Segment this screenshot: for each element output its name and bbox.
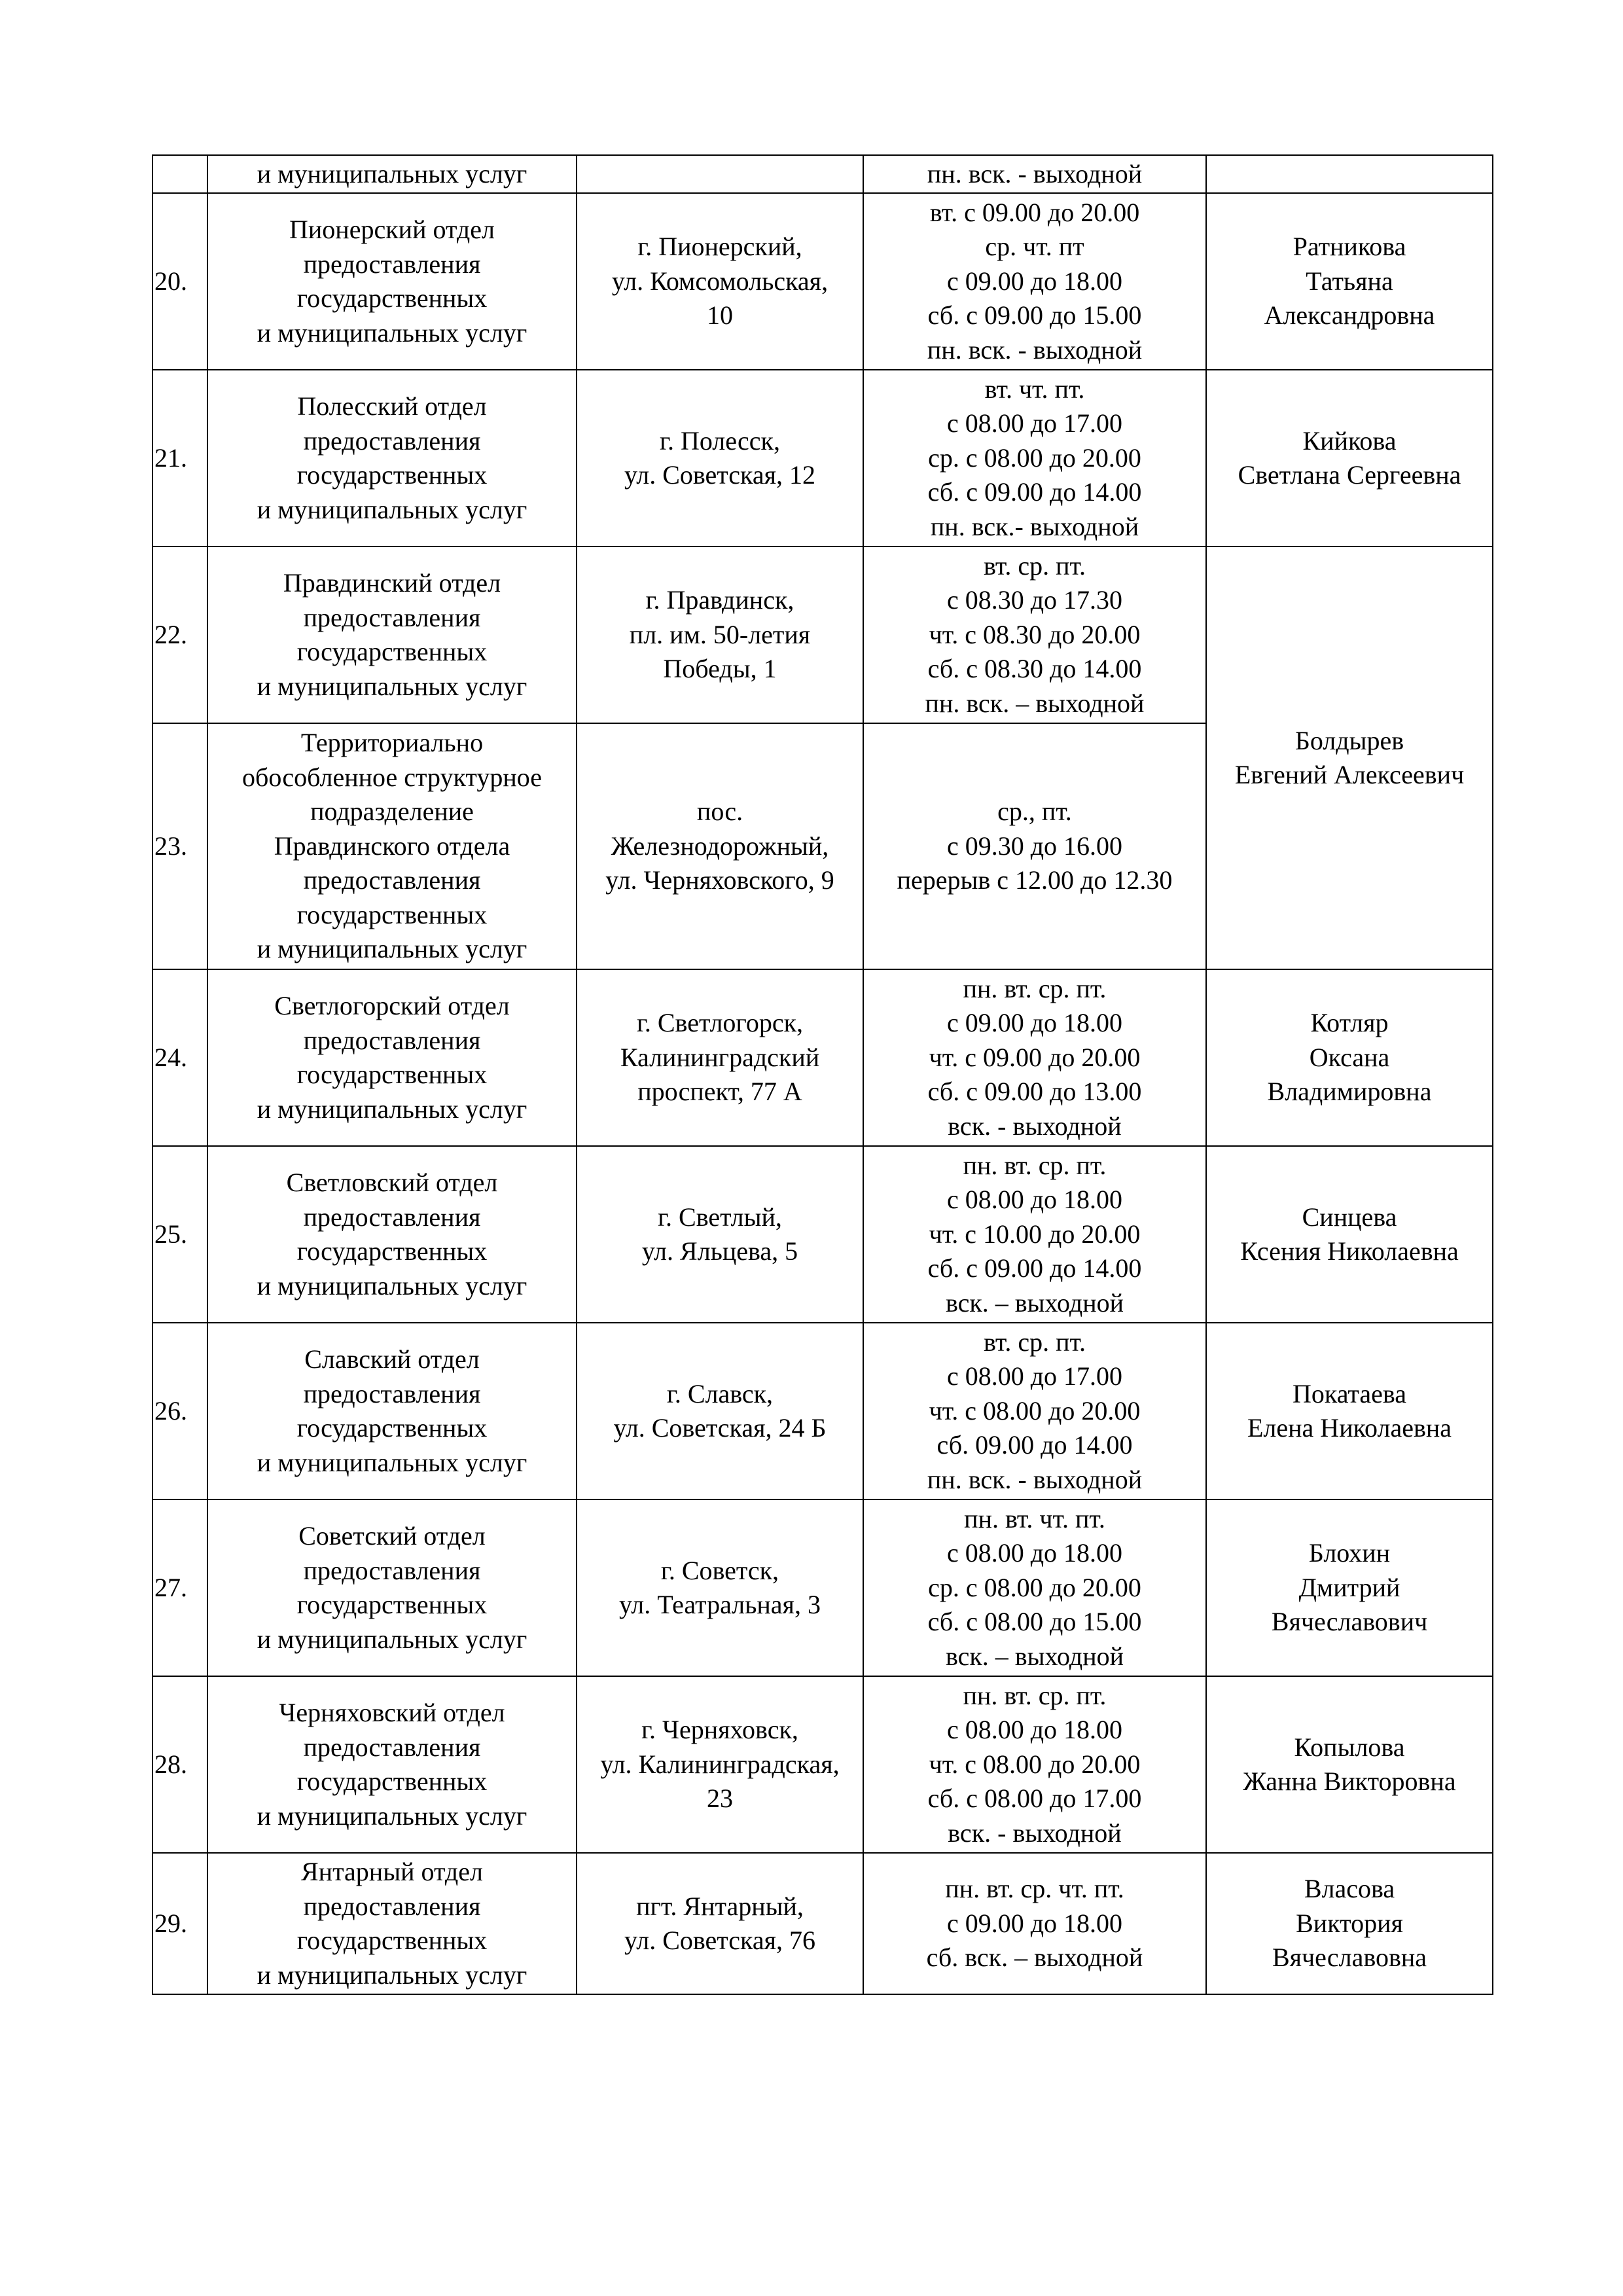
address-cell: г. Светлый, ул. Яльцева, 5 bbox=[577, 1146, 863, 1323]
schedule-cell: пн. вт. ср. пт. с 09.00 до 18.00 чт. с 09.00 до 20.00 сб. с 09.00 до 13.00 вск. - выходной bbox=[863, 969, 1206, 1146]
row-number-cell: 20. bbox=[152, 193, 207, 370]
row-number-cell bbox=[152, 155, 207, 193]
table-row bbox=[152, 1146, 1493, 1323]
table-row bbox=[152, 370, 1493, 547]
schedule-cell: вт. чт. пт. с 08.00 до 17.00 ср. с 08.00 до 20.00 сб. с 09.00 до 14.00 пн. вск.- выходной bbox=[863, 370, 1206, 547]
head-cell: Котляр Оксана Владимировна bbox=[1206, 969, 1493, 1146]
table-row bbox=[152, 193, 1493, 370]
head-cell: Блохин Дмитрий Вячеславович bbox=[1206, 1499, 1493, 1676]
address-cell: пгт. Янтарный, ул. Советская, 76 bbox=[577, 1853, 863, 1994]
schedule-cell: пн. вт. ср. пт. с 08.00 до 18.00 чт. с 08.00 до 20.00 сб. с 08.00 до 17.00 вск. - выходной bbox=[863, 1676, 1206, 1853]
row-number-cell: 29. bbox=[152, 1853, 207, 1994]
head-cell bbox=[1206, 155, 1493, 193]
office-name-cell: Славский отдел предоставления государственных и муниципальных услуг bbox=[207, 1323, 577, 1499]
office-name-cell: Правдинский отдел предоставления государственных и муниципальных услуг bbox=[207, 547, 577, 723]
schedule-cell: пн. вт. чт. пт. с 08.00 до 18.00 ср. с 08.00 до 20.00 сб. с 08.00 до 15.00 вск. – выходной bbox=[863, 1499, 1206, 1676]
table-row-continuation bbox=[152, 155, 1493, 193]
table-row bbox=[152, 1499, 1493, 1676]
head-cell: Власова Виктория Вячеславовна bbox=[1206, 1853, 1493, 1994]
table-row bbox=[152, 1853, 1493, 1994]
row-number-cell: 22. bbox=[152, 547, 207, 723]
schedule-cell: вт. ср. пт. с 08.00 до 17.00 чт. с 08.00 до 20.00 сб. 09.00 до 14.00 пн. вск. - выходной bbox=[863, 1323, 1206, 1499]
office-name-cell: Территориально обособленное структурное подразделение Правдинского отдела предоставления государственных и муниципальных услуг bbox=[207, 723, 577, 969]
row-number-cell: 21. bbox=[152, 370, 207, 547]
office-name-cell: Советский отдел предоставления государственных и муниципальных услуг bbox=[207, 1499, 577, 1676]
address-cell: г. Светлогорск, Калининградский проспект, 77 А bbox=[577, 969, 863, 1146]
schedule-cell: ср., пт. с 09.30 до 16.00 перерыв с 12.00 до 12.30 bbox=[863, 723, 1206, 969]
office-name-cell: Полесский отдел предоставления государственных и муниципальных услуг bbox=[207, 370, 577, 547]
address-cell: г. Полесск, ул. Советская, 12 bbox=[577, 370, 863, 547]
address-cell: г. Пионерский, ул. Комсомольская, 10 bbox=[577, 193, 863, 370]
office-name-cell: Черняховский отдел предоставления государственных и муниципальных услуг bbox=[207, 1676, 577, 1853]
head-cell: Болдырев Евгений Алексеевич bbox=[1206, 547, 1493, 969]
table-row bbox=[152, 547, 1493, 723]
address-cell: г. Правдинск, пл. им. 50-летия Победы, 1 bbox=[577, 547, 863, 723]
office-name-cell: Светлогорский отдел предоставления государственных и муниципальных услуг bbox=[207, 969, 577, 1146]
schedule-cell: вт. с 09.00 до 20.00 ср. чт. пт с 09.00 до 18.00 сб. с 09.00 до 15.00 пн. вск. - выходной bbox=[863, 193, 1206, 370]
address-cell: г. Славск, ул. Советская, 24 Б bbox=[577, 1323, 863, 1499]
row-number-cell: 26. bbox=[152, 1323, 207, 1499]
address-cell: г. Черняховск, ул. Калининградская, 23 bbox=[577, 1676, 863, 1853]
address-cell: пос. Железнодорожный, ул. Черняховского, 9 bbox=[577, 723, 863, 969]
table-row bbox=[152, 1323, 1493, 1499]
office-name-cell: Светловский отдел предоставления государственных и муниципальных услуг bbox=[207, 1146, 577, 1323]
head-cell: Ратникова Татьяна Александровна bbox=[1206, 193, 1493, 370]
row-number-cell: 23. bbox=[152, 723, 207, 969]
office-name-cell: Пионерский отдел предоставления государственных и муниципальных услуг bbox=[207, 193, 577, 370]
table-row bbox=[152, 1676, 1493, 1853]
offices-table bbox=[152, 154, 1493, 1995]
head-cell: Копылова Жанна Викторовна bbox=[1206, 1676, 1493, 1853]
schedule-cell: пн. вт. ср. пт. с 08.00 до 18.00 чт. с 10.00 до 20.00 сб. с 09.00 до 14.00 вск. – выходной bbox=[863, 1146, 1206, 1323]
office-name-cell: и муниципальных услуг bbox=[207, 155, 577, 193]
schedule-cell: пн. вт. ср. чт. пт. с 09.00 до 18.00 сб. вск. – выходной bbox=[863, 1853, 1206, 1994]
table-row bbox=[152, 969, 1493, 1146]
row-number-cell: 27. bbox=[152, 1499, 207, 1676]
schedule-cell: вт. ср. пт. с 08.30 до 17.30 чт. с 08.30 до 20.00 сб. с 08.30 до 14.00 пн. вск. – выходной bbox=[863, 547, 1206, 723]
row-number-cell: 25. bbox=[152, 1146, 207, 1323]
row-number-cell: 24. bbox=[152, 969, 207, 1146]
head-cell: Покатаева Елена Николаевна bbox=[1206, 1323, 1493, 1499]
office-name-cell: Янтарный отдел предоставления государственных и муниципальных услуг bbox=[207, 1853, 577, 1994]
address-cell bbox=[577, 155, 863, 193]
head-cell: Синцева Ксения Николаевна bbox=[1206, 1146, 1493, 1323]
address-cell: г. Советск, ул. Театральная, 3 bbox=[577, 1499, 863, 1676]
row-number-cell: 28. bbox=[152, 1676, 207, 1853]
head-cell: Кийкова Светлана Сергеевна bbox=[1206, 370, 1493, 547]
schedule-cell: пн. вск. - выходной bbox=[863, 155, 1206, 193]
